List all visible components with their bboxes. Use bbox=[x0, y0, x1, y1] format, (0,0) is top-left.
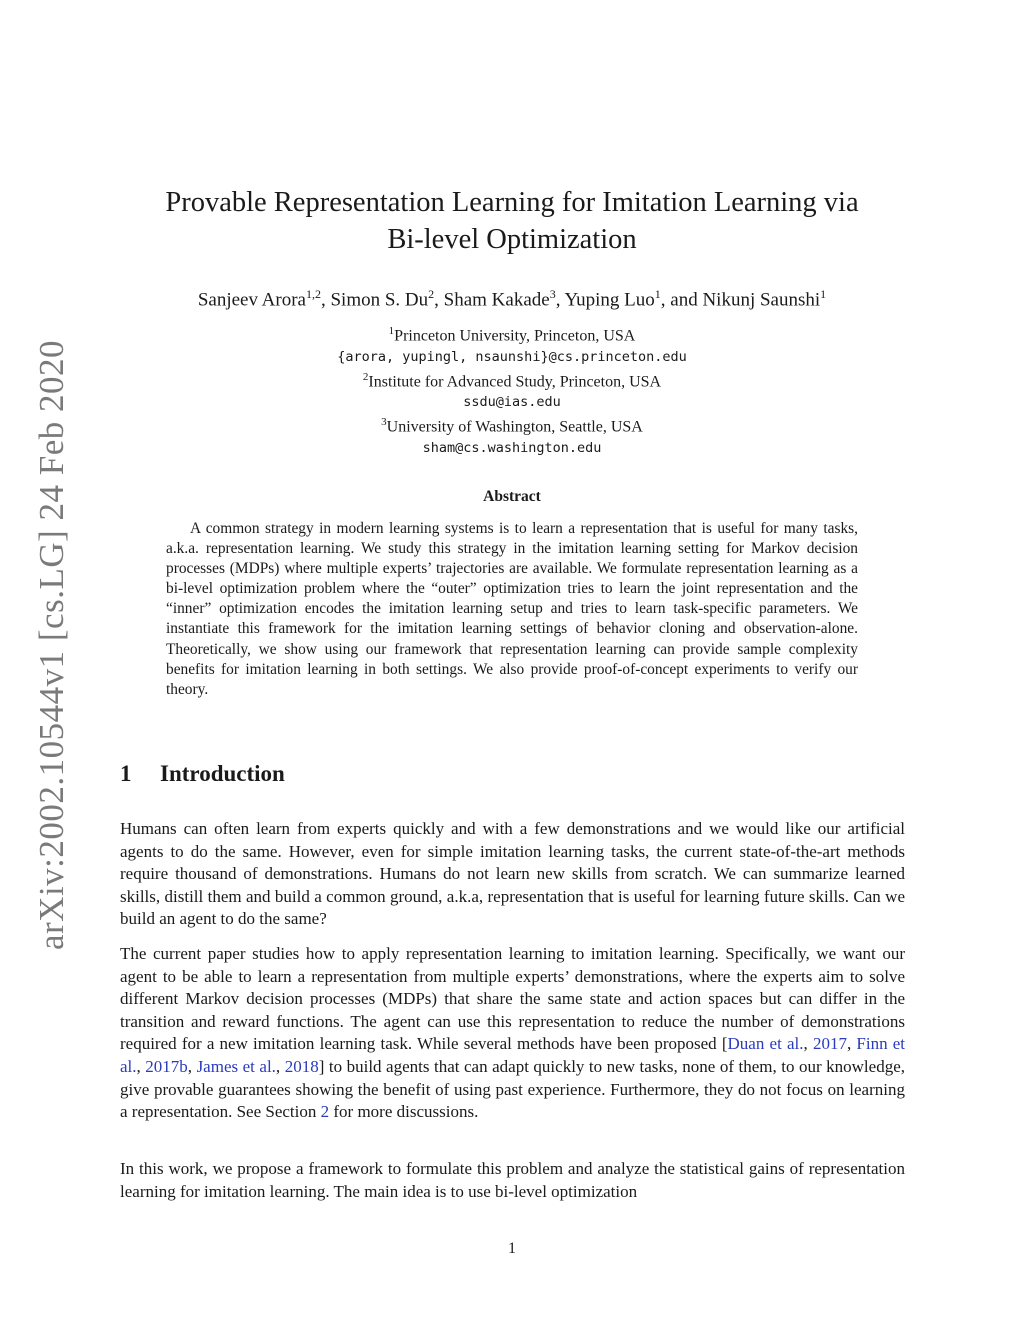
author-name: Nikunj Saunshi bbox=[702, 289, 821, 311]
citation-link[interactable]: James et al. bbox=[196, 1056, 276, 1076]
affiliation-line bbox=[0, 321, 1024, 347]
affiliation-line bbox=[0, 412, 1024, 438]
paragraph-text: The current paper studies how to apply representation learning to imitation learning. Specifically, we want our agent to be able to learn a representation from multiple experts’ demonstrations, where the experts aim to solve different Markov decision processes (MDPs) that share the same state and action spaces but can differ in the transition and reward functions. The agent can use this representation to reduce the number of demonstrations required for a new imitation learning task. While several methods have been proposed [ bbox=[120, 944, 905, 1054]
title-line-1: Provable Representation Learning for Imitation Learning via bbox=[165, 187, 859, 218]
body-paragraph: Humans can often learn from experts quickly and with a few demonstrations and we would like our artificial agents to do the same. However, even for simple imitation learning tasks, the current state-of-the-art methods require thousand of demonstrations. Humans do not learn new skills from scratch. We can summarize learned skills, distill them and build a common ground, a.k.a, representation that is useful for learning future skills. Can we build an agent to do the same? bbox=[120, 819, 905, 929]
affiliation-email: sham@cs.washington.edu bbox=[422, 440, 602, 456]
citation-year-link[interactable]: 2017 bbox=[812, 1034, 847, 1054]
author-name: Sanjeev Arora bbox=[197, 289, 306, 311]
paragraph-text: for more discussions. bbox=[329, 1102, 479, 1122]
affiliation-name: University of Washington, Seattle, USA bbox=[386, 418, 643, 436]
author-name: Simon S. Du bbox=[330, 289, 429, 311]
author-separator: , bbox=[434, 289, 444, 311]
affiliation-name: Princeton University, Princeton, USA bbox=[394, 327, 636, 345]
affiliation-line bbox=[0, 367, 1024, 393]
page-number: 1 bbox=[508, 1240, 516, 1257]
author-affiliation-marker: 3 bbox=[549, 287, 556, 301]
body-paragraph: In this work, we propose a framework to formulate this problem and analyze the statistical gains of representation learning for imitation learning. The main idea is to use bi-level optimization bbox=[120, 1159, 905, 1201]
affiliation-marker: 2 bbox=[362, 370, 369, 383]
section-number: 1 bbox=[120, 761, 132, 786]
author-separator: , and bbox=[660, 289, 703, 311]
affiliation-email: ssdu@ias.edu bbox=[463, 394, 561, 411]
author-separator: , bbox=[320, 289, 331, 311]
section-title: Introduction bbox=[160, 761, 285, 786]
affiliation-name: Institute for Advanced Study, Princeton, USA bbox=[368, 373, 662, 391]
paper-title bbox=[0, 184, 1024, 258]
section-reference-link[interactable]: 2 bbox=[320, 1102, 330, 1122]
author-affiliation-marker: 1,2 bbox=[305, 287, 321, 301]
citation-link[interactable]: Duan et al. bbox=[727, 1034, 804, 1054]
abstract-heading: Abstract bbox=[483, 488, 541, 505]
citation-link[interactable]: Finn et al. bbox=[120, 1034, 906, 1076]
author-affiliation-marker: 2 bbox=[428, 287, 435, 301]
paragraph-text: ] to build agents that can adapt quickly to new tasks, none of them, to our knowledge, give provable guarantees showing the benefit of using past experience. Furthermore, they do not focus on learning a representation. See Section bbox=[120, 1056, 905, 1122]
author-list bbox=[0, 282, 1024, 312]
author-name: Sham Kakade bbox=[443, 289, 550, 311]
citation-year-link[interactable]: 2018 bbox=[284, 1056, 319, 1076]
author-name: Yuping Luo bbox=[564, 289, 655, 311]
author-affiliation-marker: 1 bbox=[654, 287, 661, 301]
body-paragraph: The current paper studies how to apply representation learning to imitation learning. Specifically, we want our agent to be able to learn a representation from multiple experts’ demonstrations, where the experts aim to solve different Markov decision processes (MDPs) that share the same state and action spaces but can differ in the transition and reward functions. The agent can use this representation to reduce the number of demonstrations required for a new imitation learning task. While several methods have been proposed [Duan et al., 2017, Finn et al., 2017b, James et al., 2018] to build agents that can adapt quickly to new tasks, none of them, to our knowledge, give provable guarantees showing the benefit of using past experience. Furthermore, they do not focus on learning a representation. See Section 2 for more discussions. bbox=[120, 944, 906, 1122]
arxiv-identifier-stamp: arXiv:2002.10544v1 [cs.LG] 24 Feb 2020 bbox=[32, 339, 71, 951]
citation-year-link[interactable]: 2017b bbox=[145, 1056, 188, 1076]
affiliation-block bbox=[0, 321, 1024, 458]
title-line-2: Bi-level Optimization bbox=[387, 224, 637, 255]
affiliation-marker: 3 bbox=[381, 416, 387, 429]
author-separator: , bbox=[555, 289, 565, 311]
section-heading-introduction bbox=[120, 761, 285, 787]
affiliation-email: {arora, yupingl, nsaunshi}@cs.princeton.edu bbox=[337, 348, 687, 365]
affiliation-marker: 1 bbox=[388, 325, 395, 337]
author-affiliation-marker: 1 bbox=[820, 287, 827, 301]
abstract-text: A common strategy in modern learning systems is to learn a representation that is useful for many tasks, a.k.a. representation learning. We study this strategy in the imitation learning setting for Markov decision processes (MDPs) where multiple experts’ trajectories are available. We formulate representation learning as a bi-level optimization problem where the “outer” optimization tries to learn the joint representation and the “inner” optimization encodes the imitation learning setup and tries to learn task-specific parameters. We instantiate this framework for the imitation learning settings of behavior cloning and observation-alone. Theoretically, we show using our framework that representation learning can provide sample complexity benefits for imitation learning in both settings. We also provide proof-of-concept experiments to verify our theory. bbox=[166, 520, 858, 698]
